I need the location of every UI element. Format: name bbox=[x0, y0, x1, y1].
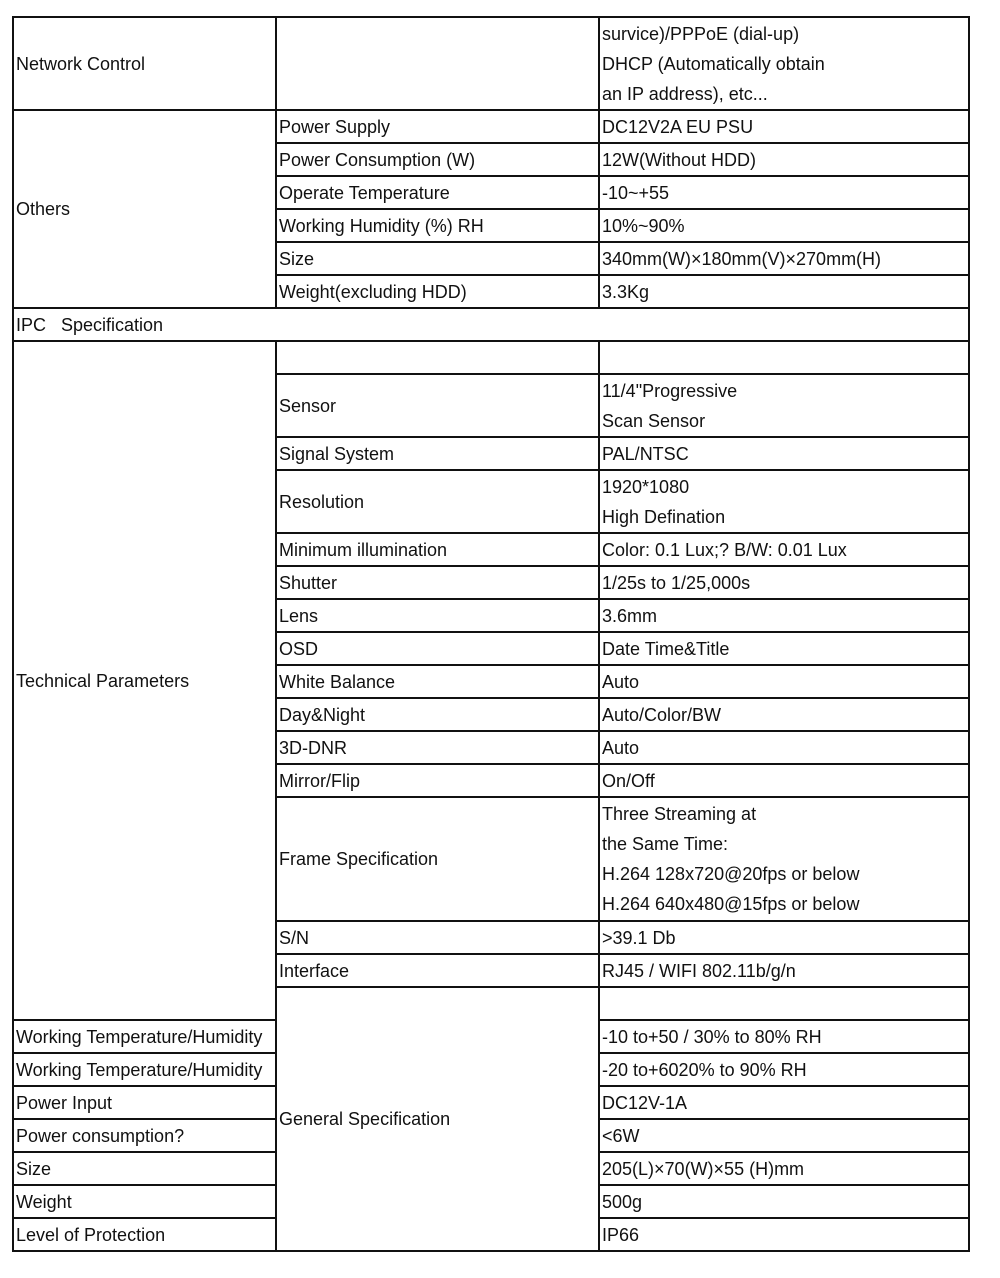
spec-value: IP66 bbox=[599, 1218, 969, 1251]
spec-name: Operate Temperature bbox=[276, 176, 599, 209]
spec-value: Three Streaming at the Same Time: H.264 128x720@20fps or below H.264 640x480@15fps or below bbox=[599, 797, 969, 921]
empty-cell bbox=[599, 341, 969, 374]
spec-name: 3D-DNR bbox=[276, 731, 599, 764]
spec-name: Power Supply bbox=[276, 110, 599, 143]
spec-value: 12W(Without HDD) bbox=[599, 143, 969, 176]
spec-name: Size bbox=[13, 1152, 276, 1185]
section-label: Technical Parameters bbox=[13, 341, 276, 1020]
spec-name: Level of Protection bbox=[13, 1218, 276, 1251]
spec-name: Signal System bbox=[276, 437, 599, 470]
spec-value: -20 to+6020% to 90% RH bbox=[599, 1053, 969, 1086]
spec-value: DC12V-1A bbox=[599, 1086, 969, 1119]
section-label: Network Control bbox=[13, 17, 276, 110]
spec-value: DC12V2A EU PSU bbox=[599, 110, 969, 143]
spec-name: Weight bbox=[13, 1185, 276, 1218]
spec-name: Resolution bbox=[276, 470, 599, 533]
spec-name: Size bbox=[276, 242, 599, 275]
spec-value: survice)/PPPoE (dial-up) DHCP (Automatically obtain an IP address), etc... bbox=[599, 17, 969, 110]
spec-name: Power Consumption (W) bbox=[276, 143, 599, 176]
spec-value: 340mm(W)×180mm(V)×270mm(H) bbox=[599, 242, 969, 275]
spec-name: Day&Night bbox=[276, 698, 599, 731]
spec-name: Sensor bbox=[276, 374, 599, 437]
spec-value: PAL/NTSC bbox=[599, 437, 969, 470]
spec-value: <6W bbox=[599, 1119, 969, 1152]
spec-value: Color: 0.1 Lux;? B/W: 0.01 Lux bbox=[599, 533, 969, 566]
spec-table bbox=[12, 16, 970, 1252]
spec-value: 10%~90% bbox=[599, 209, 969, 242]
spec-name: Interface bbox=[276, 954, 599, 987]
spec-value: RJ45 / WIFI 802.11b/g/n bbox=[599, 954, 969, 987]
spec-value: 500g bbox=[599, 1185, 969, 1218]
table-row bbox=[13, 341, 969, 374]
spec-name: Power Input bbox=[13, 1086, 276, 1119]
empty-cell bbox=[599, 987, 969, 1020]
spec-value: On/Off bbox=[599, 764, 969, 797]
spec-value: Auto bbox=[599, 731, 969, 764]
empty-cell bbox=[276, 17, 599, 110]
spec-value: Auto bbox=[599, 665, 969, 698]
spec-value: 3.3Kg bbox=[599, 275, 969, 308]
spec-name: S/N bbox=[276, 921, 599, 954]
spec-value: 205(L)×70(W)×55 (H)mm bbox=[599, 1152, 969, 1185]
section-header: IPC Specification bbox=[13, 308, 969, 341]
table-row bbox=[13, 17, 969, 110]
section-label: Others bbox=[13, 110, 276, 308]
table-row bbox=[13, 308, 969, 341]
empty-cell bbox=[276, 341, 599, 374]
spec-name: Lens bbox=[276, 599, 599, 632]
spec-value: 3.6mm bbox=[599, 599, 969, 632]
spec-value: >39.1 Db bbox=[599, 921, 969, 954]
spec-name: White Balance bbox=[276, 665, 599, 698]
spec-name: Frame Specification bbox=[276, 797, 599, 921]
spec-value: -10 to+50 / 30% to 80% RH bbox=[599, 1020, 969, 1053]
spec-name: Working Temperature/Humidity bbox=[13, 1053, 276, 1086]
spec-value: -10~+55 bbox=[599, 176, 969, 209]
spec-name: Weight(excluding HDD) bbox=[276, 275, 599, 308]
spec-name: Working Temperature/Humidity bbox=[13, 1020, 276, 1053]
spec-value: Date Time&Title bbox=[599, 632, 969, 665]
spec-name: Shutter bbox=[276, 566, 599, 599]
spec-name: Working Humidity (%) RH bbox=[276, 209, 599, 242]
section-label: General Specification bbox=[276, 987, 599, 1251]
spec-name: Mirror/Flip bbox=[276, 764, 599, 797]
spec-value: 1/25s to 1/25,000s bbox=[599, 566, 969, 599]
spec-name: Minimum illumination bbox=[276, 533, 599, 566]
spec-value: Auto/Color/BW bbox=[599, 698, 969, 731]
spec-name: Power consumption? bbox=[13, 1119, 276, 1152]
table-row bbox=[13, 110, 969, 143]
spec-value: 1920*1080 High Defination bbox=[599, 470, 969, 533]
spec-value: 11/4"Progressive Scan Sensor bbox=[599, 374, 969, 437]
spec-name: OSD bbox=[276, 632, 599, 665]
